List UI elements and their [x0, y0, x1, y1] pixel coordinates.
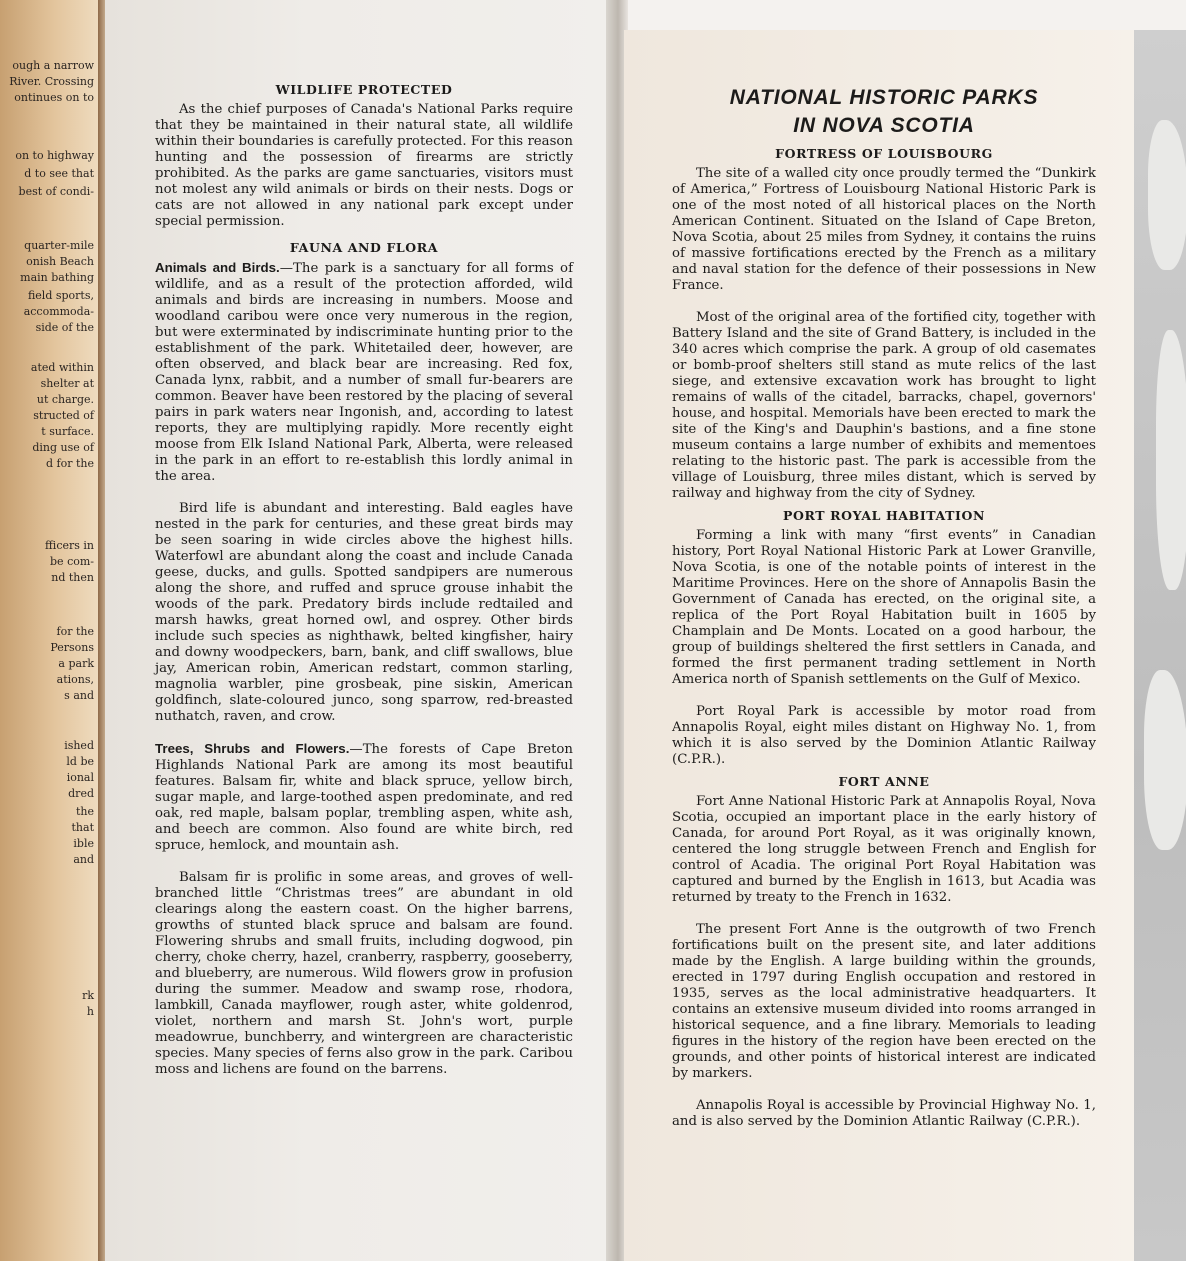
port-royal-para-2: Port Royal Park is accessible by motor road from Annapolis Royal, eight miles distant on Highway No. 1, from which it is also served by the Dominion Atlantic Railway (C.P.R.).	[672, 704, 1096, 767]
title-line-1: NATIONAL HISTORIC PARKS	[729, 86, 1039, 109]
balsam-paragraph: Balsam fir is prolific in some areas, and groves of well-branched little “Christmas trees” are abundant in old clearings along the eastern coast. On the higher barrens, growths of stunted black spruce and balsam are found. Flowering shrubs and small fruits, including dogwood, pin cherry, choke cherry, hazel, cranberry, raspberry, gooseberry, and blueberry, are numerous. Wild flowers grow in profusion during the summer. Meadow and swamp rose, rhodora, lambkill, Canada mayflower, rough aster, white goldenrod, violet, northern and marsh St. John's wort, purple meadowrue, bunchberry, and wintergreen are characteristic species. Many species of ferns also grow in the park. Caribou moss and lichens are found on the barrens.	[155, 870, 573, 1077]
adjacent-text-fragment: ible	[73, 837, 94, 850]
fort-anne-para-2: The present Fort Anne is the outgrowth of two French fortifications built on the present site, and later additions made by the English. A large building within the grounds, erected in 1797 during English occupation and restored in 1935, serves as the local administrative headquarters. It contains an extensive museum divided into rooms arranged in historical sequence, and a fine library. Memorials to leading figures in the history of the region have been erected on the grounds, and other points of historical interest are indicated by markers.	[672, 922, 1096, 1081]
trees-text: —The forests of Cape Breton Highlands National Park are among its most beautiful features. Balsam fir, white and black spruce, yellow birch, sugar maple, and large-toothed aspen predominate, and red oak, red maple, balsam poplar, trembling aspen, white ash, and beech are common. Also found are white birch, red spruce, hemlock, and mountain ash.	[155, 742, 573, 853]
adjacent-text-fragment: t surface.	[41, 425, 94, 438]
left-column	[155, 76, 573, 1078]
port-royal-para-1: Forming a link with many “first events” in Canadian history, Port Royal National Historic Park at Lower Granville, Nova Scotia, is one of the notable points of interest in the Maritime Provinces. Here on the shore of Annapolis Basin the Government of Canada has erected, on the original site, a replica of the Port Royal Habitation built in 1605 by Champlain and De Monts. Located on a good harbour, the group of buildings sheltered the first settlers in Canada, and formed the first permanent trading settlement in North America north of Spanish settlements on the Gulf of Mexico.	[672, 528, 1096, 687]
map-landmass-icon	[1148, 120, 1186, 270]
louisbourg-para-2: Most of the original area of the fortified city, together with Battery Island and the site of Grand Battery, is included in the 340 acres which comprise the park. A group of old casemates or bomb-proof shelters still stand as mute relics of the last siege, and extensive excavation work has brought to light remains of walls of the citadel, barracks, chapel, governors' house, and hospital. Memorials have been erected to mark the site of the King's and Dauphin's bastions, and a fine stone museum contains a large number of exhibits and mementoes relating to the historic past. The park is accessible from the village of Louisburg, three miles distant, which is served by railway and highway from the city of Sydney.	[672, 310, 1096, 501]
fauna-heading: FAUNA AND FLORA	[289, 240, 439, 255]
adjacent-text-fragment: ding use of	[32, 441, 94, 454]
adjacent-text-fragment: quarter-mile	[24, 239, 94, 252]
animals-paragraph	[155, 260, 573, 485]
adjacent-text-fragment: onish Beach	[26, 255, 94, 268]
left-panel	[105, 0, 615, 1261]
adjacent-text-fragment: d to see that	[24, 167, 94, 180]
adjacent-text-fragment: side of the	[35, 321, 94, 334]
adjacent-text-fragment: accommoda-	[23, 305, 94, 318]
fort-anne-para-1: Fort Anne National Historic Park at Annapolis Royal, Nova Scotia, occupied an important place in the early history of Canada, for around Port Royal, as it was originally known, centered the long struggle between French and English for control of Acadia. The original Port Royal Habitation was captured and burned by the English in 1613, but Acadia was returned by treaty to the French in 1632.	[672, 794, 1096, 905]
adjacent-text-fragment: and	[73, 853, 94, 866]
adjacent-text-fragment: ontinues on to	[14, 91, 94, 104]
right-panel	[624, 30, 1136, 1261]
trees-run-head: Trees, Shrubs and Flowers.	[155, 741, 350, 756]
adjacent-text-fragment: s and	[64, 689, 94, 702]
adjacent-text-fragment: rk	[82, 989, 94, 1002]
adjacent-text-fragment: structed of	[33, 409, 94, 422]
adjacent-text-fragment: ations,	[56, 673, 94, 686]
louisbourg-para-1: The site of a walled city once proudly termed the “Dunkirk of America,” Fortress of Louisbourg National Historic Park is one of the most noted of all historical places on the North American Continent. Situated on the Island of Cape Breton, Nova Scotia, about 25 miles from Sydney, it contains the ruins of massive fortifications erected by the French as a military and naval station for the defence of their possessions in New France.	[672, 166, 1096, 293]
fort-anne-para-3: Annapolis Royal is accessible by Provincial Highway No. 1, and is also served by the Dominion Atlantic Railway (C.P.R.).	[672, 1098, 1096, 1129]
louisbourg-heading: FORTRESS OF LOUISBOURG	[775, 146, 993, 161]
adjacent-text-fragment: a park	[58, 657, 94, 670]
map-landmass-icon	[1156, 330, 1186, 590]
adjacent-text-fragment: ld be	[66, 755, 94, 768]
animals-text: —The park is a sanctuary for all forms of wildlife, and as a result of the protection afforded, wild animals and birds are increasing in numbers. Moose and woodland caribou were once very numerous in the region, but were exterminated by indiscriminate hunting prior to the establishment of the park. Whitetailed deer, however, are often observed, and black bear are increasing. Red fox, Canada lynx, rabbit, and a number of small fur-bearers are common. Beaver have been restored by the placing of several pairs in park waters near Ingonish, and, according to latest reports, they are multiplying rapidly. More recently eight moose from Elk Island National Park, Alberta, were released in the park in an effort to re-establish this lordly animal in the area.	[155, 261, 573, 484]
map-edge	[1134, 30, 1186, 1261]
adjacent-text-fragment: field sports,	[27, 289, 94, 302]
adjacent-text-fragment: nd then	[51, 571, 94, 584]
adjacent-text-fragment: shelter at	[40, 377, 94, 390]
wildlife-text: As the chief purposes of Canada's National Parks require that they be maintained in their natural state, all wildlife within their boundaries is carefully protected. For this reason hunting and the possession of firearms are strictly prohibited. As the parks are game sanctuaries, visitors must not molest any wild animals or birds on their nests. Dogs or cats are not allowed in any national park except under special permission.	[155, 102, 573, 229]
adjacent-text-fragment: on to highway	[15, 149, 94, 162]
adjacent-text-fragment: ional	[66, 771, 94, 784]
adjacent-text-fragment: fficers in	[44, 539, 94, 552]
page-title	[672, 84, 1096, 140]
adjacent-text-fragment: h	[86, 1005, 94, 1018]
fort-anne-heading: FORT ANNE	[838, 774, 930, 789]
birds-paragraph: Bird life is abundant and interesting. Bald eagles have nested in the park for centuries, and these great birds may be seen soaring in wide circles above the highest hills. Waterfowl are abundant along the coast and include Canada geese, ducks, and gulls. Spotted sandpipers are numerous along the shore, and ruffed and spruce grouse inhabit the woods of the park. Predatory birds include redtailed and marsh hawks, great horned owl, and osprey. Other birds include such species as nighthawk, belted kingfisher, hairy and downy woodpeckers, barn, bank, and cliff swallows, blue jay, American robin, American redstart, common starling, magnolia warbler, pine grosbeak, pine siskin, American goldfinch, slate-coloured junco, song sparrow, red-breasted nuthatch, raven, and crow.	[155, 501, 573, 724]
adjacent-page-edge	[0, 0, 100, 1261]
right-column	[672, 84, 1096, 1130]
animals-run-head: Animals and Birds.	[155, 260, 280, 275]
adjacent-text-fragment: ished	[64, 739, 94, 752]
adjacent-text-fragment: ut charge.	[36, 393, 94, 406]
map-landmass-icon	[1144, 670, 1186, 850]
adjacent-text-fragment: dred	[68, 787, 94, 800]
adjacent-text-fragment: River. Crossing	[9, 75, 94, 88]
adjacent-text-fragment: the	[75, 805, 94, 818]
adjacent-text-fragment: be com-	[50, 555, 94, 568]
port-royal-heading: PORT ROYAL HABITATION	[783, 508, 985, 523]
adjacent-text-fragment: ated within	[30, 361, 94, 374]
adjacent-text-fragment: for the	[56, 625, 94, 638]
adjacent-text-fragment: d for the	[45, 457, 94, 470]
wildlife-heading: WILDLIFE PROTECTED	[275, 82, 453, 97]
title-line-2: IN NOVA SCOTIA	[793, 114, 975, 137]
trees-paragraph	[155, 741, 573, 854]
adjacent-text-fragment: main bathing	[20, 271, 94, 284]
adjacent-text-fragment: that	[71, 821, 94, 834]
adjacent-text-fragment: ough a narrow	[12, 59, 94, 72]
adjacent-text-fragment: best of condi-	[18, 185, 94, 198]
adjacent-text-fragment: Persons	[50, 641, 94, 654]
